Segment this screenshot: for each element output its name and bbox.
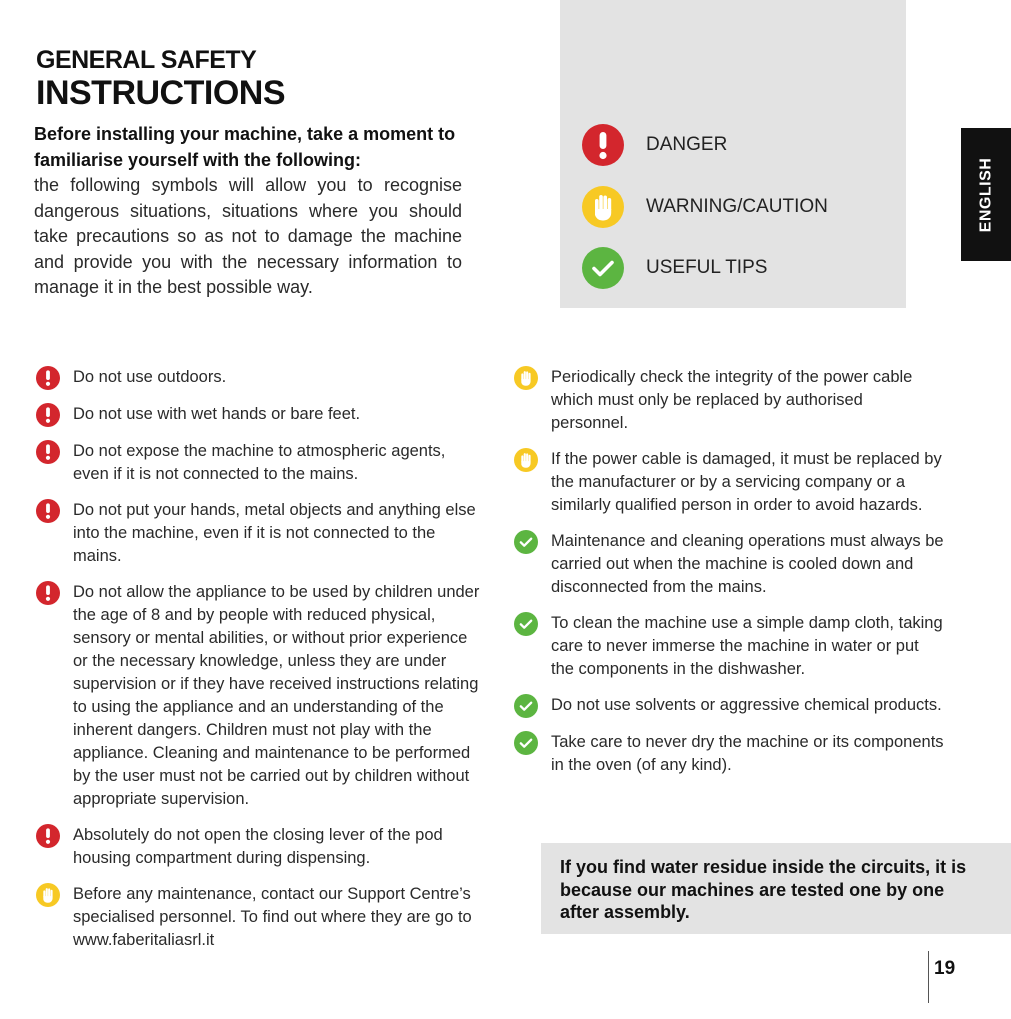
intro-body: the following symbols will allow you to recognise dangerous situations, situations where you should take precautions so as not to damage the machine and provide you with the necessary information to manage it in the best possible way. [34,175,462,297]
notice-text: If you find water residue inside the circuits, it is because our machines are tested one by one after assembly. [560,857,967,922]
page-number: 19 [934,958,956,979]
warning-hand-icon [514,366,538,390]
page-number-divider [928,951,929,1003]
list-item-text: If the power cable is damaged, it must be replaced by the manufacturer or by a servicing company or a similarly qualified person in order to avoid hazards. [551,450,942,514]
danger-icon [36,824,60,848]
danger-icon [36,440,60,464]
list-item [36,824,484,870]
list-item-text: Do not use solvents or aggressive chemical products. [551,696,942,714]
list-item [36,883,484,952]
checkmark-icon [514,694,538,718]
list-item-text: Do not allow the appliance to be used by children under the age of 8 and by people with reduced physical, sensory or mental abilities, or without prior experience or the necessary knowledge, unless they are under supervision or if they have received instructions relating to using the appliance and an understanding of the inherent dangers. Children must not play with the appliance. Cleaning and maintenance to be performed by the user must not be carried out by children without appropriate supervision. [73,583,480,808]
danger-icon [36,581,60,605]
legend-label: DANGER [646,134,728,155]
list-item-text: Do not use with wet hands or bare feet. [73,405,361,423]
list-item [514,612,944,681]
list-item [36,366,484,390]
warning-hand-icon [36,883,60,907]
list-item-text: Maintenance and cleaning operations must always be carried out when the machine is cooled down and disconnected from the mains. [551,532,944,596]
danger-icon [582,124,624,166]
language-tab [961,128,1011,261]
list-item-text: Do not put your hands, metal objects and anything else into the machine, even if it is not connected to the mains. [73,501,476,565]
safety-list-right [514,366,944,790]
warning-hand-icon [582,186,624,228]
danger-icon [36,403,60,427]
list-item [36,499,484,568]
checkmark-icon [582,247,624,289]
intro-text [34,122,462,301]
safety-list-left [36,366,484,965]
list-item-text: Do not expose the machine to atmospheric agents, even if it is not connected to the mains. [73,442,446,483]
list-item-text: Before any maintenance, contact our Support Centre’s specialised personnel. To find out where they are go to www.faberitaliasrl.it [73,885,472,949]
warning-hand-icon [514,448,538,472]
list-item [36,581,484,811]
legend-label: USEFUL TIPS [646,257,768,278]
list-item-text: Do not use outdoors. [73,368,227,386]
list-item-text: Absolutely do not open the closing lever of the pod housing compartment during dispensing. [73,826,443,867]
page-title: INSTRUCTIONS [36,74,285,112]
list-item [36,403,484,427]
list-item-text: To clean the machine use a simple damp cloth, taking care to never immerse the machine in water or put the components in the dishwasher. [551,614,943,678]
danger-icon [36,366,60,390]
legend-danger [582,124,727,166]
list-item-text: Periodically check the integrity of the power cable which must only be replaced by authorised personnel. [551,368,913,432]
list-item [36,440,484,486]
language-tab-label: ENGLISH [977,157,994,232]
legend-label: WARNING/CAUTION [646,196,828,217]
danger-icon [36,499,60,523]
intro-lead: Before installing your machine, take a moment to familiarise yourself with the following: [34,124,456,170]
symbol-legend-panel [560,0,906,308]
list-item-text: Take care to never dry the machine or its components in the oven (of any kind). [551,733,944,774]
checkmark-icon [514,530,538,554]
checkmark-icon [514,612,538,636]
notice-box [541,843,1011,934]
legend-tip [582,247,767,289]
list-item [514,694,944,718]
list-item [514,731,944,777]
list-item [514,448,944,517]
title-line-1: GENERAL SAFETY [36,46,257,74]
legend-warning [582,186,828,228]
list-item [514,366,944,435]
checkmark-icon [514,731,538,755]
list-item [514,530,944,599]
